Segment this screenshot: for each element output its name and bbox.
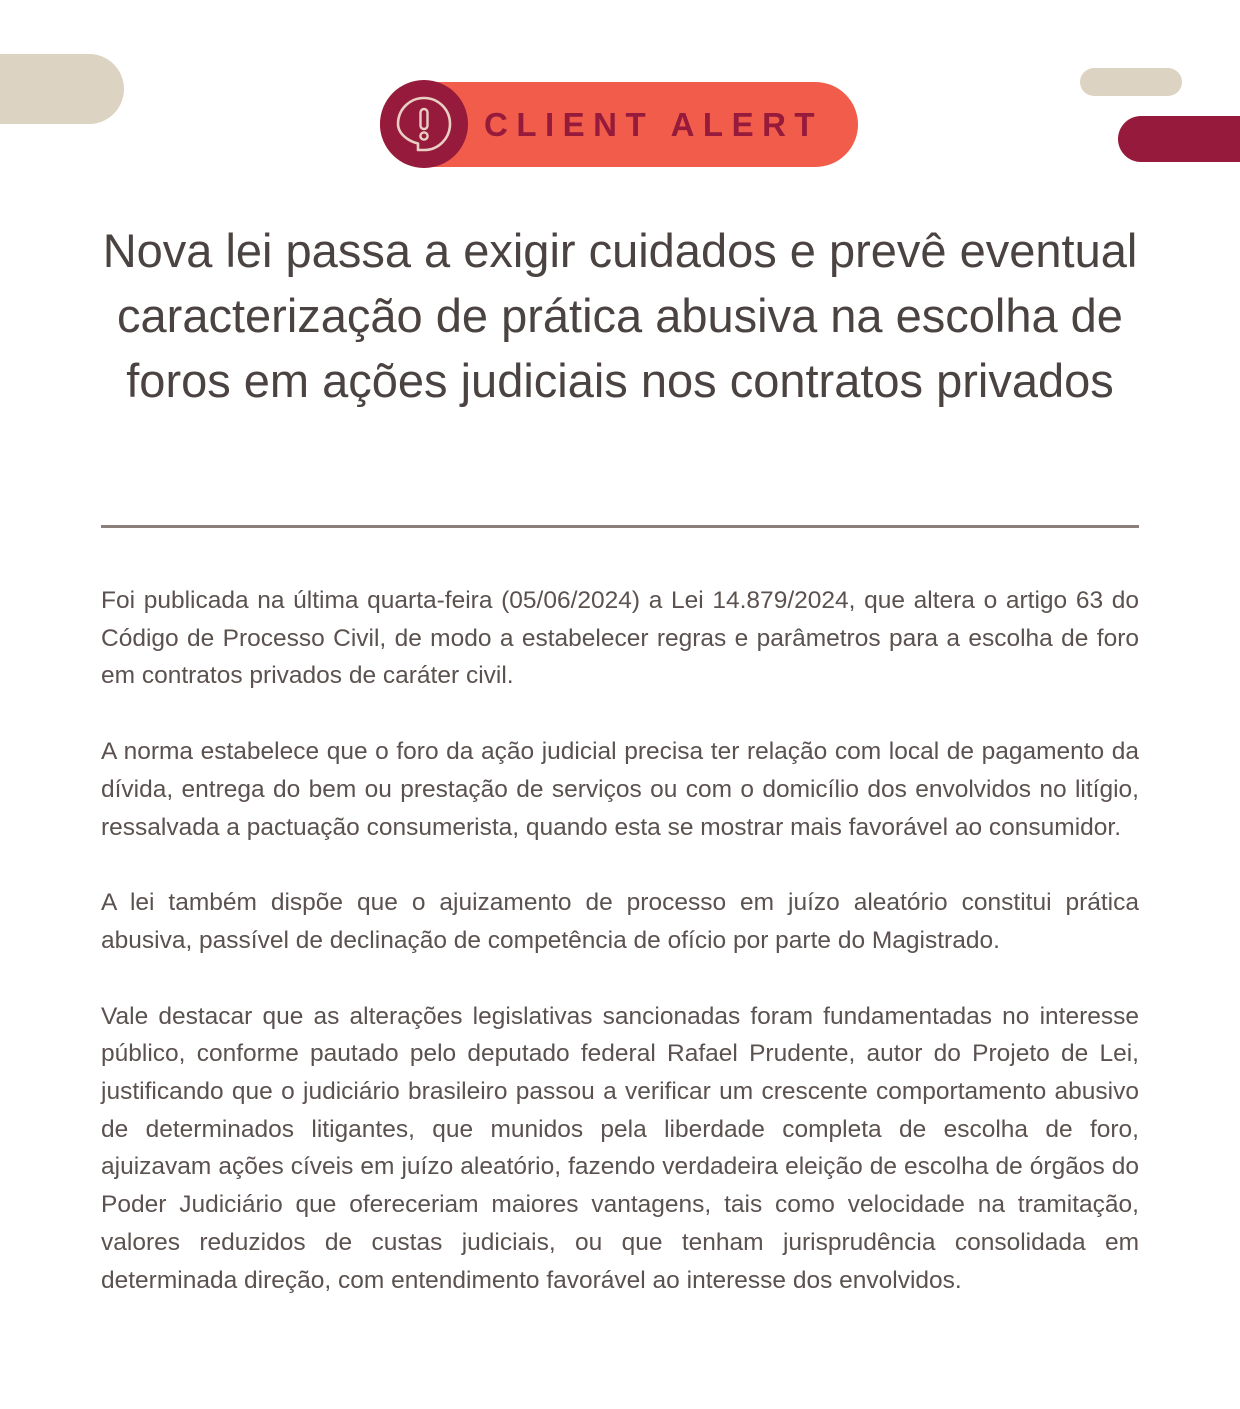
- badge-label: CLIENT ALERT: [484, 106, 824, 143]
- article-body: [101, 582, 1139, 1337]
- paragraph: A lei também dispõe que o ajuizamento de processo em juízo aleatório constitui prática abusiva, passível de declinação de competência de ofício por parte do Magistrado.: [101, 889, 1139, 954]
- alert-icon-circle: [380, 80, 468, 168]
- divider: [101, 525, 1139, 528]
- decorative-pill-right-bottom: [1118, 116, 1240, 162]
- paragraph: Foi publicada na última quarta-feira (05/06/2024) a Lei 14.879/2024, que altera o artigo 63 do Código de Processo Civil, de modo a estabelecer regras e parâmetros para a escolha de foro em contratos privados de caráter civil.: [101, 587, 1139, 690]
- page-title: Nova lei passa a exigir cuidados e prevê eventual caracterização de prática abusiva na escolha de foros em ações judiciais nos contratos privados: [102, 224, 1138, 407]
- decorative-pill-left: [0, 54, 124, 124]
- paragraph: A norma estabelece que o foro da ação judicial precisa ter relação com local de pagamento da dívida, entrega do bem ou prestação de serviços ou com o domicílio dos envolvidos no litígio, ressalvada a pactuação consumerista, quando esta se mostrar mais favorável ao consumidor.: [101, 738, 1139, 841]
- paragraph: Vale destacar que as alterações legislativas sancionadas foram fundamentadas no interesse público, conforme pautado pelo deputado federal Rafael Prudente, autor do Projeto de Lei, justificando que o judiciário brasileiro passou a verificar um crescente comportamento abusivo de determinados litigantes, que munidos pela liberdade completa de escolha de foro, ajuizavam ações cíveis em juízo aleatório, fazendo verdadeira eleição de escolha de órgãos do Poder Judiciário que ofereceriam maiores vantagens, tais como velocidade na tramitação, valores reduzidos de custas judiciais, ou que tenham jurisprudência consolidada em determinada direção, com entendimento favorável ao interesse dos envolvidos.: [101, 1002, 1139, 1294]
- exclamation-speech-bubble-icon: [393, 93, 455, 155]
- decorative-pill-right-top: [1080, 68, 1182, 96]
